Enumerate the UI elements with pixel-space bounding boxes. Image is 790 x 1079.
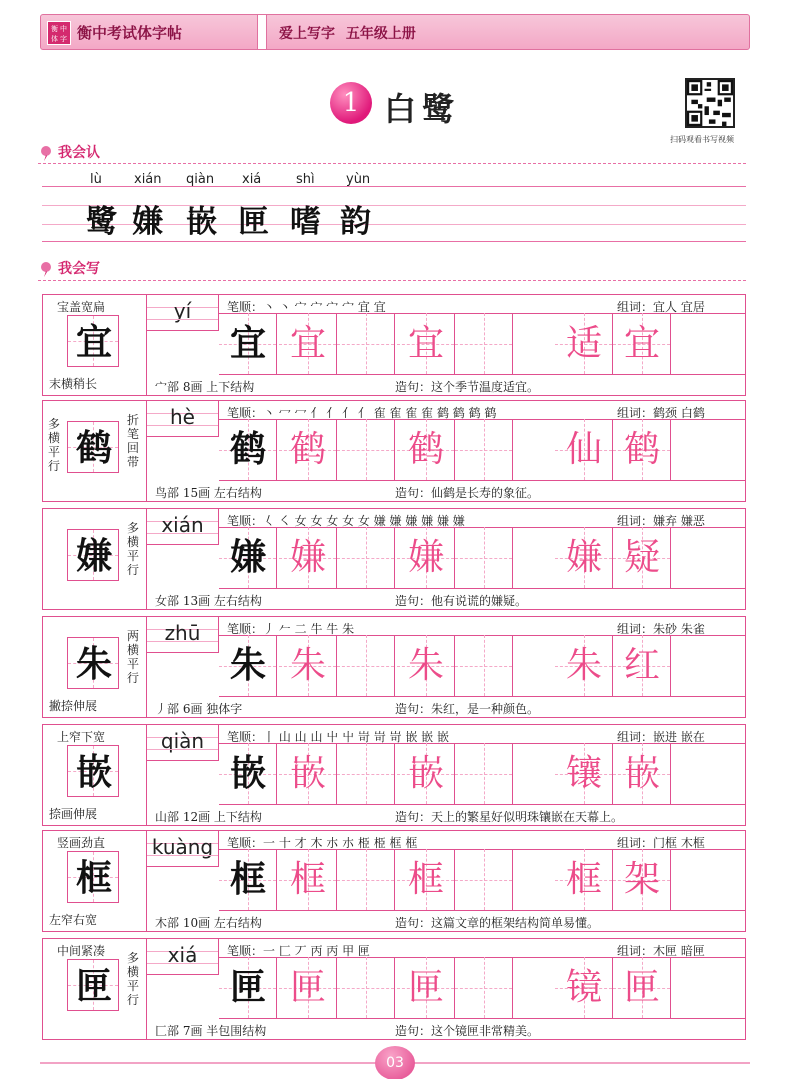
model-char: 匣 <box>75 965 112 1007</box>
practice-char: 朱 <box>565 645 602 686</box>
practice-grid <box>219 527 745 589</box>
practice-char <box>337 635 395 696</box>
radical-info: 匚部 7画 半包围结构 <box>155 1024 267 1038</box>
practice-cell[interactable] <box>555 849 613 910</box>
stroke-order: 笔顺：𡿨 ㇛ 女 女 女 女 女 嫌 嫌 嫌 嫌 嫌 嫌 <box>227 514 465 528</box>
recognize-pinyin: yùn <box>346 172 371 187</box>
model-char: 朱 <box>75 643 112 685</box>
recognize-char: 嗜 <box>290 204 321 240</box>
practice-cell[interactable] <box>279 527 337 588</box>
model-char-box <box>67 315 119 367</box>
section-divider <box>38 280 746 281</box>
practice-cell[interactable] <box>397 313 455 374</box>
practice-char <box>337 419 395 480</box>
word-examples: 组词：鹤颈 白鹤 <box>617 406 705 420</box>
practice-char: 仙 <box>565 429 602 470</box>
tip-bottom: 撇捺伸展 <box>49 699 98 713</box>
tip-top: 中间紧凑 <box>57 944 106 958</box>
char-info-row <box>147 805 745 825</box>
practice-char <box>337 527 395 588</box>
stroke-order: 笔顺：丨 山 山 山 屮 屮 岢 岢 岢 嵌 嵌 嵌 <box>227 730 449 744</box>
model-char-box <box>67 637 119 689</box>
practice-char: 嫌 <box>565 537 602 578</box>
practice-char <box>455 957 513 1018</box>
practice-cell[interactable] <box>279 743 337 804</box>
practice-cell[interactable] <box>613 957 671 1018</box>
practice-char: 朱 <box>407 645 444 686</box>
model-char-box <box>67 959 119 1011</box>
practice-block <box>42 830 746 932</box>
word-examples: 组词：嫌弃 嫌恶 <box>617 514 705 528</box>
practice-cell[interactable] <box>219 957 277 1018</box>
practice-char: 宜 <box>623 323 660 364</box>
practice-char: 框 <box>565 859 602 900</box>
model-char-panel <box>43 509 147 609</box>
recognize-char: 匣 <box>238 204 269 240</box>
tip-top: 竖画劲直 <box>57 836 106 850</box>
qr-code-icon <box>687 80 733 126</box>
practice-cell[interactable] <box>397 743 455 804</box>
practice-char: 鹤 <box>623 429 660 470</box>
pinyin-cell <box>147 401 219 437</box>
pinyin-text: xiá <box>167 943 198 967</box>
practice-grid <box>219 849 745 911</box>
pinyin-text: yí <box>173 299 192 323</box>
model-char-box <box>67 421 119 473</box>
practice-char: 红 <box>623 645 660 686</box>
practice-char: 框 <box>289 859 326 900</box>
lesson-number-badge: 1 <box>330 82 372 124</box>
practice-cell[interactable] <box>555 743 613 804</box>
practice-char: 镜 <box>565 967 602 1008</box>
example-sentence: 造句：他有说谎的嫌疑。 <box>395 594 528 608</box>
word-examples: 组词：嵌进 嵌在 <box>617 730 705 744</box>
pinyin-text: qiàn <box>160 729 205 753</box>
example-sentence: 造句：这个镜匣非常精美。 <box>395 1024 540 1038</box>
stroke-order: 笔顺：丿 𠂉 二 牛 牛 朱 <box>227 622 355 636</box>
book-title: 爱上写字 五年级上册 <box>279 26 416 42</box>
practice-char <box>337 957 395 1018</box>
pinyin-cell <box>147 939 219 975</box>
practice-char: 鹤 <box>407 429 444 470</box>
practice-char: 适 <box>565 323 602 364</box>
practice-cell[interactable] <box>613 635 671 696</box>
practice-block <box>42 508 746 610</box>
model-char-box <box>67 745 119 797</box>
section-recognize-heading: 我会认 <box>38 142 100 164</box>
practice-block <box>42 400 746 502</box>
practice-cell[interactable] <box>337 313 395 374</box>
practice-cell[interactable] <box>219 635 277 696</box>
recognize-char: 韵 <box>340 204 371 240</box>
practice-cell[interactable] <box>455 527 513 588</box>
page-number: 03 <box>375 1046 415 1079</box>
practice-char <box>455 313 513 374</box>
practice-char: 匣 <box>229 966 266 1008</box>
page-header <box>40 14 750 50</box>
practice-cell[interactable] <box>555 419 613 480</box>
pinyin-text: hè <box>170 405 195 429</box>
practice-char: 框 <box>229 858 266 900</box>
practice-cell[interactable] <box>455 743 513 804</box>
tip-right: 两横平行 <box>127 629 140 685</box>
pinyin-text: xián <box>161 513 204 537</box>
model-char-panel <box>43 295 147 395</box>
recognize-char: 嫌 <box>132 204 163 240</box>
practice-char <box>337 743 395 804</box>
model-char-panel <box>43 939 147 1039</box>
practice-char <box>455 849 513 910</box>
tip-right: 折笔回带 <box>127 413 140 469</box>
practice-cell[interactable] <box>455 957 513 1018</box>
practice-cell[interactable] <box>337 419 395 480</box>
example-sentence: 造句：天上的繁星好似明珠镶嵌在天幕上。 <box>395 810 624 824</box>
word-examples: 组词：门框 木框 <box>617 836 705 850</box>
char-info-row <box>147 1019 745 1039</box>
tip-top: 上窄下宽 <box>57 730 106 744</box>
practice-block <box>42 724 746 826</box>
model-char: 鹤 <box>75 427 112 469</box>
practice-grid <box>219 743 745 805</box>
model-char: 框 <box>75 857 112 899</box>
practice-char: 宜 <box>229 322 266 364</box>
model-char: 嫌 <box>75 535 112 577</box>
practice-cell[interactable] <box>555 527 613 588</box>
practice-char <box>337 313 395 374</box>
practice-char: 宜 <box>407 323 444 364</box>
char-info-row <box>147 911 745 931</box>
practice-cell[interactable] <box>397 957 455 1018</box>
example-sentence: 造句：仙鹤是长寿的象征。 <box>395 486 540 500</box>
qr-caption: 扫码观看书写视频 <box>670 135 734 144</box>
practice-cell[interactable] <box>219 313 277 374</box>
practice-cell[interactable] <box>555 313 613 374</box>
word-examples: 组词：木匣 暗匣 <box>617 944 705 958</box>
tip-top: 宝盖宽扁 <box>57 300 106 314</box>
practice-cell[interactable] <box>279 313 337 374</box>
practice-cell[interactable] <box>337 635 395 696</box>
stroke-order: 笔顺：一 匚 丆 丙 丙 甲 匣 <box>227 944 370 958</box>
practice-cell[interactable] <box>613 743 671 804</box>
stroke-order: 笔顺：丶 丶 宀 宀 宀 宀 宜 宜 <box>227 300 386 314</box>
model-char: 嵌 <box>75 751 112 793</box>
series-title: 衡中考试体字帖 <box>77 24 183 42</box>
practice-char: 嵌 <box>407 753 444 794</box>
practice-cell[interactable] <box>555 957 613 1018</box>
practice-cell[interactable] <box>279 957 337 1018</box>
radical-info: 山部 12画 上下结构 <box>155 810 262 824</box>
practice-char: 嵌 <box>289 753 326 794</box>
practice-cell[interactable] <box>613 313 671 374</box>
practice-grid <box>219 419 745 481</box>
model-char-panel <box>43 725 147 825</box>
qr-code[interactable] <box>685 78 735 128</box>
radical-info: 鸟部 15画 左右结构 <box>155 486 262 500</box>
practice-grid <box>219 957 745 1019</box>
pinyin-text: zhū <box>164 621 201 645</box>
practice-char <box>455 635 513 696</box>
practice-grid <box>219 635 745 697</box>
lesson-title: 白鹭 <box>384 90 461 128</box>
practice-cell[interactable] <box>337 957 395 1018</box>
practice-char: 鹤 <box>289 429 326 470</box>
practice-cell[interactable] <box>455 419 513 480</box>
practice-cell[interactable] <box>613 527 671 588</box>
practice-char: 鹤 <box>229 428 266 470</box>
section-write-heading: 我会写 <box>38 258 100 280</box>
tip-bottom: 捺画伸展 <box>49 807 98 821</box>
practice-cell[interactable] <box>397 849 455 910</box>
practice-char: 疑 <box>623 537 660 578</box>
practice-cell[interactable] <box>279 849 337 910</box>
practice-char: 架 <box>623 859 660 900</box>
pushpin-icon <box>38 261 54 277</box>
practice-char <box>455 743 513 804</box>
tip-bottom: 末横稍长 <box>49 377 98 391</box>
practice-char: 镶 <box>565 753 602 794</box>
tip-bottom: 左窄右宽 <box>49 913 98 927</box>
model-char-panel <box>43 831 147 931</box>
practice-char: 朱 <box>289 645 326 686</box>
radical-info: 女部 13画 左右结构 <box>155 594 262 608</box>
tip-right: 多横平行 <box>127 521 140 577</box>
pushpin-icon <box>38 145 54 161</box>
stroke-order: 笔顺：一 十 才 木 朩 朩 栕 栕 框 框 <box>227 836 418 850</box>
model-char-box <box>67 529 119 581</box>
practice-cell[interactable] <box>219 743 277 804</box>
radical-info: 木部 10画 左右结构 <box>155 916 262 930</box>
header-divider <box>257 15 267 49</box>
practice-char <box>337 849 395 910</box>
practice-cell[interactable] <box>219 419 277 480</box>
recognize-pinyin: lù <box>90 172 102 187</box>
model-char-panel <box>43 401 147 501</box>
char-info-row <box>147 375 745 395</box>
practice-block <box>42 294 746 396</box>
char-info-row <box>147 481 745 501</box>
char-info-row <box>147 589 745 609</box>
recognize-pinyin: xiá <box>242 172 262 187</box>
practice-grid <box>219 313 745 375</box>
practice-char: 匣 <box>407 967 444 1008</box>
practice-cell[interactable] <box>279 635 337 696</box>
section-divider <box>38 163 746 164</box>
practice-cell[interactable] <box>397 527 455 588</box>
pinyin-text: kuàng <box>151 835 214 859</box>
recognize-pinyin: shì <box>296 172 315 187</box>
practice-cell[interactable] <box>613 419 671 480</box>
model-char: 宜 <box>75 321 112 363</box>
recognize-pinyin: xián <box>134 172 162 187</box>
radical-info: 丿部 6画 独体字 <box>155 702 243 716</box>
practice-cell[interactable] <box>455 313 513 374</box>
practice-cell[interactable] <box>337 849 395 910</box>
practice-cell[interactable] <box>337 743 395 804</box>
practice-cell[interactable] <box>455 849 513 910</box>
example-sentence: 造句：这个季节温度适宜。 <box>395 380 540 394</box>
recognize-char: 嵌 <box>186 204 217 240</box>
practice-char: 框 <box>407 859 444 900</box>
example-sentence: 造句：这篇文章的框架结构简单易懂。 <box>395 916 600 930</box>
practice-char: 匣 <box>623 967 660 1008</box>
practice-char: 嫌 <box>289 537 326 578</box>
publisher-logo: 衡 中 体 字 <box>47 21 71 45</box>
tip-right: 多横平行 <box>127 951 140 1007</box>
practice-cell[interactable] <box>337 527 395 588</box>
practice-char: 匣 <box>289 967 326 1008</box>
practice-cell[interactable] <box>219 849 277 910</box>
model-char-panel <box>43 617 147 717</box>
practice-cell[interactable] <box>397 419 455 480</box>
pinyin-cell <box>147 831 219 867</box>
practice-char: 嫌 <box>229 536 266 578</box>
tip-left: 多横平行 <box>48 417 61 473</box>
practice-block <box>42 616 746 718</box>
pinyin-cell <box>147 295 219 331</box>
pinyin-cell <box>147 725 219 761</box>
recognize-char: 鹭 <box>86 204 117 240</box>
practice-char: 嫌 <box>407 537 444 578</box>
word-examples: 组词：宜人 宜居 <box>617 300 705 314</box>
recognize-pinyin: qiàn <box>186 172 215 187</box>
word-examples: 组词：朱砂 朱雀 <box>617 622 705 636</box>
radical-info: 宀部 8画 上下结构 <box>155 380 255 394</box>
practice-cell[interactable] <box>397 635 455 696</box>
practice-block <box>42 938 746 1040</box>
practice-char: 嵌 <box>623 753 660 794</box>
practice-char: 宜 <box>289 323 326 364</box>
practice-char: 嵌 <box>229 752 266 794</box>
char-info-row <box>147 697 745 717</box>
practice-char: 朱 <box>229 644 266 686</box>
example-sentence: 造句：朱红，是一种颜色。 <box>395 702 540 716</box>
practice-cell[interactable] <box>219 527 277 588</box>
pinyin-cell <box>147 509 219 545</box>
model-char-box <box>67 851 119 903</box>
practice-char <box>455 527 513 588</box>
practice-cell[interactable] <box>555 635 613 696</box>
stroke-order: 笔顺：丶 冖 冖 亻 亻 亻 亻 隺 隺 隺 隺 鹤 鹤 鹤 鹤 <box>227 406 497 420</box>
practice-cell[interactable] <box>455 635 513 696</box>
pinyin-cell <box>147 617 219 653</box>
practice-cell[interactable] <box>279 419 337 480</box>
practice-char <box>455 419 513 480</box>
practice-cell[interactable] <box>613 849 671 910</box>
